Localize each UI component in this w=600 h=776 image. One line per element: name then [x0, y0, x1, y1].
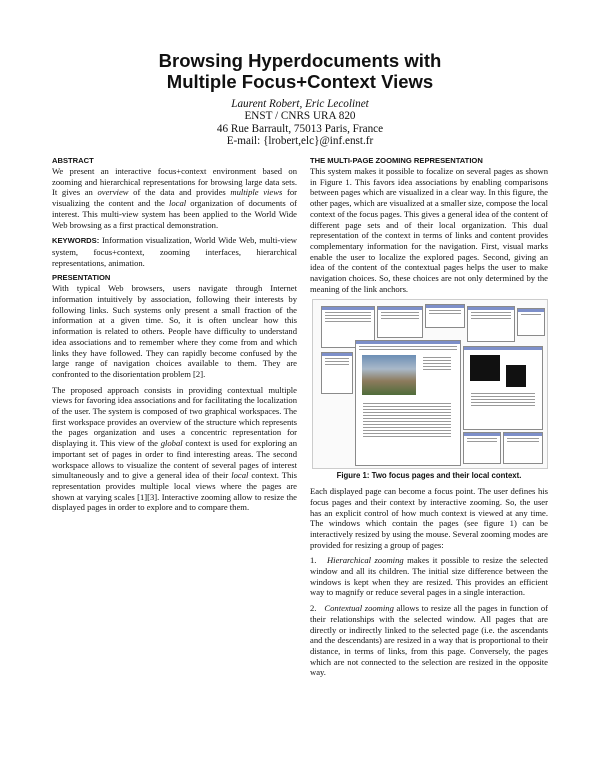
abstract-em-local: local [169, 198, 187, 209]
presentation-paragraph-2 [52, 385, 297, 513]
address: 46 Rue Barrault, 75013 Paris, France [216, 122, 384, 135]
focus-page-window [463, 346, 543, 430]
item-2-text: allows to resize all the pages in function of their relationships with the selected window. All pages that are directly or indirectly linked to the selected page (i.e. the ascendants and the descendants) are resized in a way that is proportional to their distance, in terms of links, from this page. Conversely, the pages which are not connected to the selection are resized in the opposite way. [310, 603, 548, 678]
item-1-text: makes it possible to resize the selected window and all its children. The initial size difference between the windows is kept when they are resized. This provides an efficient way to magnify or reduce several pages in a single interaction. [310, 555, 548, 598]
title-line-2: Multiple Focus+Context Views [166, 71, 434, 92]
abstract-heading: ABSTRACT [52, 156, 94, 165]
abstract-text-3: for visualizing the content and the [52, 187, 298, 209]
presentation-p2-text-2: context is used for exploring an important set of pages in order to find interesting areas. The second workspace allows to visualize the content of several pages of interest simultaneously and to give a general idea of their [52, 438, 297, 481]
multipage-heading: THE MULTI-PAGE ZOOMING REPRESENTATION [310, 156, 483, 165]
presentation-em-global: global [160, 438, 183, 449]
context-page-window [321, 352, 353, 394]
multipage-paragraph-1: This system makes it possible to focalize on several pages as shown in Figure 1. This favors idea associations by enabling comparisons between pages which are visualized in a clear way. In this figure, the other pages, which are visualized at a smaller size, compose the local context of the focus pages. This gives a general idea of the content of different page sets and of their local organization. This dual representation of the context in terms of links and content provides complementary information for the navigation. First, visual marks enable the user to localize the explored pages. Second, giving an idea of the content of the contextual pages helps the user to make navigation choices. So, these choices are not only determined by the meaning of the link anchors. [310, 166, 548, 294]
context-page-window [517, 308, 545, 336]
email: E-mail: {lrobert,elc}@inf.enst.fr [226, 135, 374, 148]
item-2-number: 2. [310, 603, 317, 614]
title-line-1: Browsing Hyperdocuments with [158, 50, 442, 71]
focus-page-text [420, 355, 454, 372]
abstract-text [52, 166, 297, 230]
multipage-paragraph-2: Each displayed page can become a focus point. The user defines his focus pages and their context by interactive zooming. So, the user has an explicit control of how much context is viewed at any time. The windows which contain the pages (see figure 1) can be interactively resized by using the mouse. Several zooming modes are provided for resizing a group of pages: [310, 486, 548, 550]
context-page-window [425, 304, 465, 328]
zoom-mode-item-2 [310, 603, 548, 678]
context-page-window [503, 432, 543, 464]
presentation-p2-text-3: context. This representation provides multiple local views where the pages are shown at varying scales [1][3]. Interactive zooming allow to resize the displayed pages in order to explore and to compare them. [52, 470, 297, 513]
paper-title [0, 50, 600, 92]
item-2-term: Contextual zooming [324, 603, 394, 614]
item-1-term: Hierarchical zooming [326, 555, 404, 566]
keywords [52, 235, 297, 268]
keywords-text: Information visualization, World Wide Web, multi-view system, focus+context, zooming interfaces, hierarchical representations, animation. [52, 235, 297, 268]
figure-1-screenshot [312, 299, 548, 469]
focus-page-body [360, 401, 454, 439]
figure-1-caption: Figure 1: Two focus pages and their local context. [336, 471, 522, 481]
presentation-paragraph-1: With typical Web browsers, users navigate through Internet information intuitively by association, following their interests by following links. Such systems only present a small fraction of the information at a given time. So, it is often unclear how this information is related to others. People have difficulty to understand idea associations and to remember where they come from and which links they have followed. They can rapidly become confused by the large range of navigation choices available to them. They are confronted to the disorientation problem [2]. [52, 283, 297, 379]
abstract-text-2: of the data and provides [128, 187, 231, 198]
abstract-text-1: We present an interactive focus+context environment based on zooming and hierarchical representations for browsing large data sets. It gives an [52, 166, 297, 198]
keywords-label: KEYWORDS: [52, 236, 100, 246]
item-1-number: 1. [310, 555, 317, 566]
focus-page-body [468, 391, 538, 408]
affiliation: ENST / CNRS URA 820 [244, 110, 356, 123]
context-page-window [463, 432, 501, 464]
context-page-window [377, 306, 423, 338]
focus-page-image [506, 365, 526, 387]
context-page-window [467, 306, 515, 342]
presentation-em-local: local [231, 470, 249, 481]
abstract-text-4: organization of documents of interest. This multi-view system has been applied to the World Wide Web browsing as a first practical demonstration. [52, 198, 297, 230]
presentation-p2-text-1: The proposed approach consists in providing contextual multiple views for favoring idea associations and for facilitating the localization of the user. The system is composed of two graphical workspaces. The first workspace provides an overview of the structure which represents the pages organization and uses a concentric representation for displaying it. This view of the [52, 384, 297, 449]
right-column [310, 156, 548, 683]
abstract-em-multiple-views: multiple views [230, 187, 283, 198]
left-column [52, 156, 297, 518]
focus-page-window [355, 340, 461, 466]
presentation-heading: PRESENTATION [52, 273, 111, 283]
focus-page-image [470, 355, 500, 381]
zoom-mode-item-1 [310, 555, 548, 598]
abstract-em-overview: overview [97, 187, 129, 198]
author-block [0, 98, 600, 148]
author-names: Laurent Robert, Eric Lecolinet [231, 98, 369, 110]
focus-page-photo [362, 355, 416, 395]
